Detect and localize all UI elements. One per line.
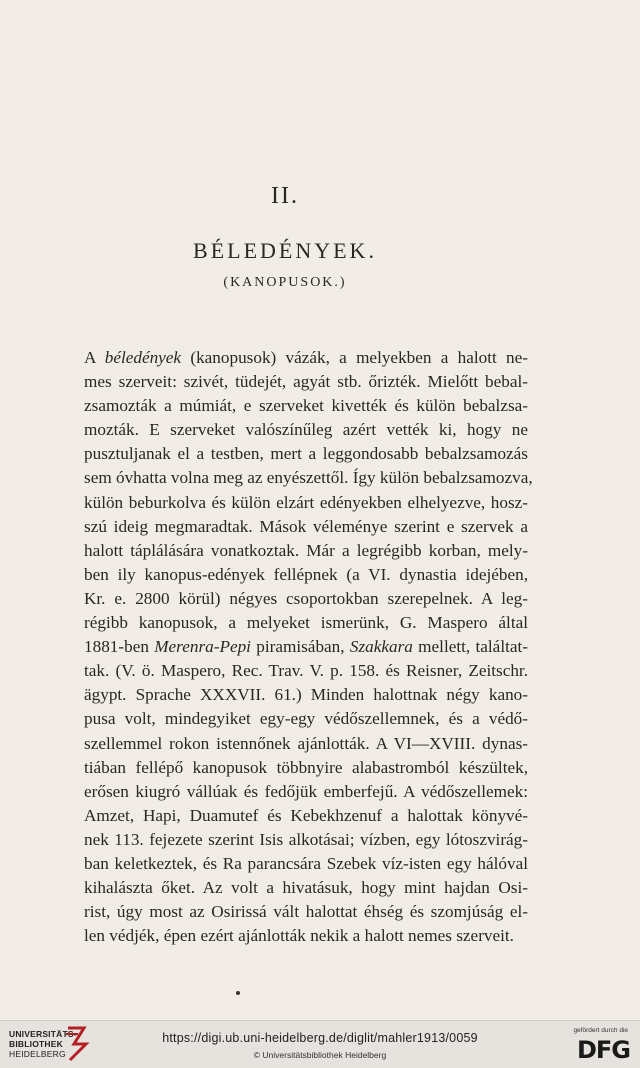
text-segment: nek 113. fejezete szerint Isis alkotásai; vízben, egy lótoszvirág- — [84, 829, 528, 849]
body-paragraph — [84, 346, 533, 948]
text-segment: rist, úgy most az Osirissá vált halottat éhség és szomjúság el- — [84, 902, 528, 922]
text-line — [84, 900, 528, 924]
text-line — [84, 659, 528, 683]
text-segment: tak. (V. ö. Maspero, Rec. Trav. V. p. 158. és Reisner, Zeitschr. — [84, 661, 528, 681]
library-name-line: BIBLIOTHEK — [9, 1039, 63, 1049]
chapter-number: II. — [271, 183, 299, 209]
text-segment: pusa volt, mindegyiket egy-egy védőszellemnek, és a védő- — [84, 709, 528, 729]
text-segment: A — [84, 348, 105, 367]
text-line — [84, 491, 528, 515]
text-segment: Kr. e. 2800 körül) négyes csoportokban szerepelnek. A leg- — [84, 588, 528, 608]
text-line — [84, 611, 528, 635]
library-name-line: UNIVERSITÄTS- — [9, 1029, 77, 1039]
text-segment: piramisában, — [250, 637, 350, 657]
text-segment: szellemmel rokon istennőnek ajánlották. A VI—XVIII. dynas- — [84, 733, 528, 753]
text-line — [84, 732, 528, 756]
library-name-line: HEIDELBERG — [9, 1049, 66, 1059]
text-line — [84, 563, 528, 587]
italic-term: Merenra-Pepi — [154, 637, 251, 657]
italic-term: Szakkara — [349, 637, 413, 657]
text-line — [84, 707, 528, 731]
text-segment: Amzet, Hapi, Duamutef és Kebekhzenuf a halottak könyvé- — [84, 805, 528, 825]
text-segment: kihalászta őket. Az volt a hivatásuk, hogy mint hajdan Osi- — [84, 878, 528, 898]
text-line — [84, 852, 528, 876]
dfg-logo: DFG — [576, 1036, 630, 1064]
text-line — [84, 466, 533, 490]
chapter-title: BÉLEDÉNYEK. — [193, 238, 377, 263]
text-line — [84, 587, 528, 611]
footer-bar — [0, 1020, 640, 1068]
page-url-link[interactable]: https://digi.ub.uni-heidelberg.de/diglit/mahler1913/0059 — [162, 1031, 478, 1045]
chapter-subtitle: (KANOPUSOK.) — [223, 275, 347, 290]
text-segment: (kanopusok) vázák, a melyekben a halott ne- — [181, 348, 528, 367]
text-segment: tiában fellépő kanopusok többnyire alabastromból készültek, — [84, 757, 528, 777]
text-segment: zsamozták a múmiát, e szerveket kivették és külön bebalzsa- — [84, 396, 528, 416]
text-line — [84, 394, 528, 418]
text-segment: ben ily kanopus-edények fellépnek (a VI. dynastia idejében, — [84, 564, 528, 584]
text-line — [84, 683, 528, 707]
text-segment: szú ideig megmaradtak. Mások véleménye szerint e szervek a — [84, 516, 528, 536]
text-line — [84, 635, 528, 659]
text-segment: erősen kiugró vállúak és fedőjük emberfejű. A védőszellemek: — [84, 781, 528, 801]
text-line — [84, 346, 528, 370]
text-line — [84, 756, 528, 780]
text-segment: pusztuljanak el a testben, mert a leggondosabb bebalzsamozás — [84, 444, 528, 464]
text-line — [84, 924, 528, 948]
text-segment: külön beburkolva és külön elzárt edényekben elhelyezve, hosz- — [84, 492, 528, 512]
text-line — [84, 876, 528, 900]
text-segment: halott táplálására vonatkoztak. Már a legrégibb korban, mely- — [84, 540, 528, 560]
text-segment: mes szerveit: szivét, tüdejét, agyát stb. őrizték. Mielőtt bebal- — [84, 372, 528, 392]
text-segment: 1881-ben — [84, 637, 155, 657]
text-segment: ägypt. Sprache XXXVII. 61.) Minden halottnak négy kano- — [84, 685, 528, 705]
text-line — [84, 780, 528, 804]
text-segment: mozták. E szerveket valószínűleg azért vették ki, hogy ne — [84, 420, 528, 440]
italic-term: béledények — [104, 348, 182, 367]
text-segment: mellett, találtat- — [412, 637, 528, 657]
page-mark-dot — [236, 991, 240, 995]
text-line — [84, 828, 528, 852]
text-line — [84, 370, 528, 394]
text-line — [84, 515, 528, 539]
text-line — [84, 539, 528, 563]
copyright-notice: © Universitätsbibliothek Heidelberg — [253, 1050, 387, 1060]
text-line — [84, 418, 528, 442]
text-line — [84, 442, 528, 466]
text-segment: sem óvhatta volna meg az enyészettől. Így külön bebalzsamozva, — [84, 468, 533, 488]
funder-note: gefördert durch die — [573, 1027, 628, 1034]
text-segment: ban keletkeztek, és Ra parancsára Szebek víz-isten egy hálóval — [84, 853, 528, 873]
text-line — [84, 804, 528, 828]
text-segment: len védjék, épen ezért ajánlották nekik a halott nemes szerveit. — [84, 926, 514, 946]
text-segment: régibb kanopusok, a melyeket ismerünk, G. Maspero által — [84, 613, 528, 633]
